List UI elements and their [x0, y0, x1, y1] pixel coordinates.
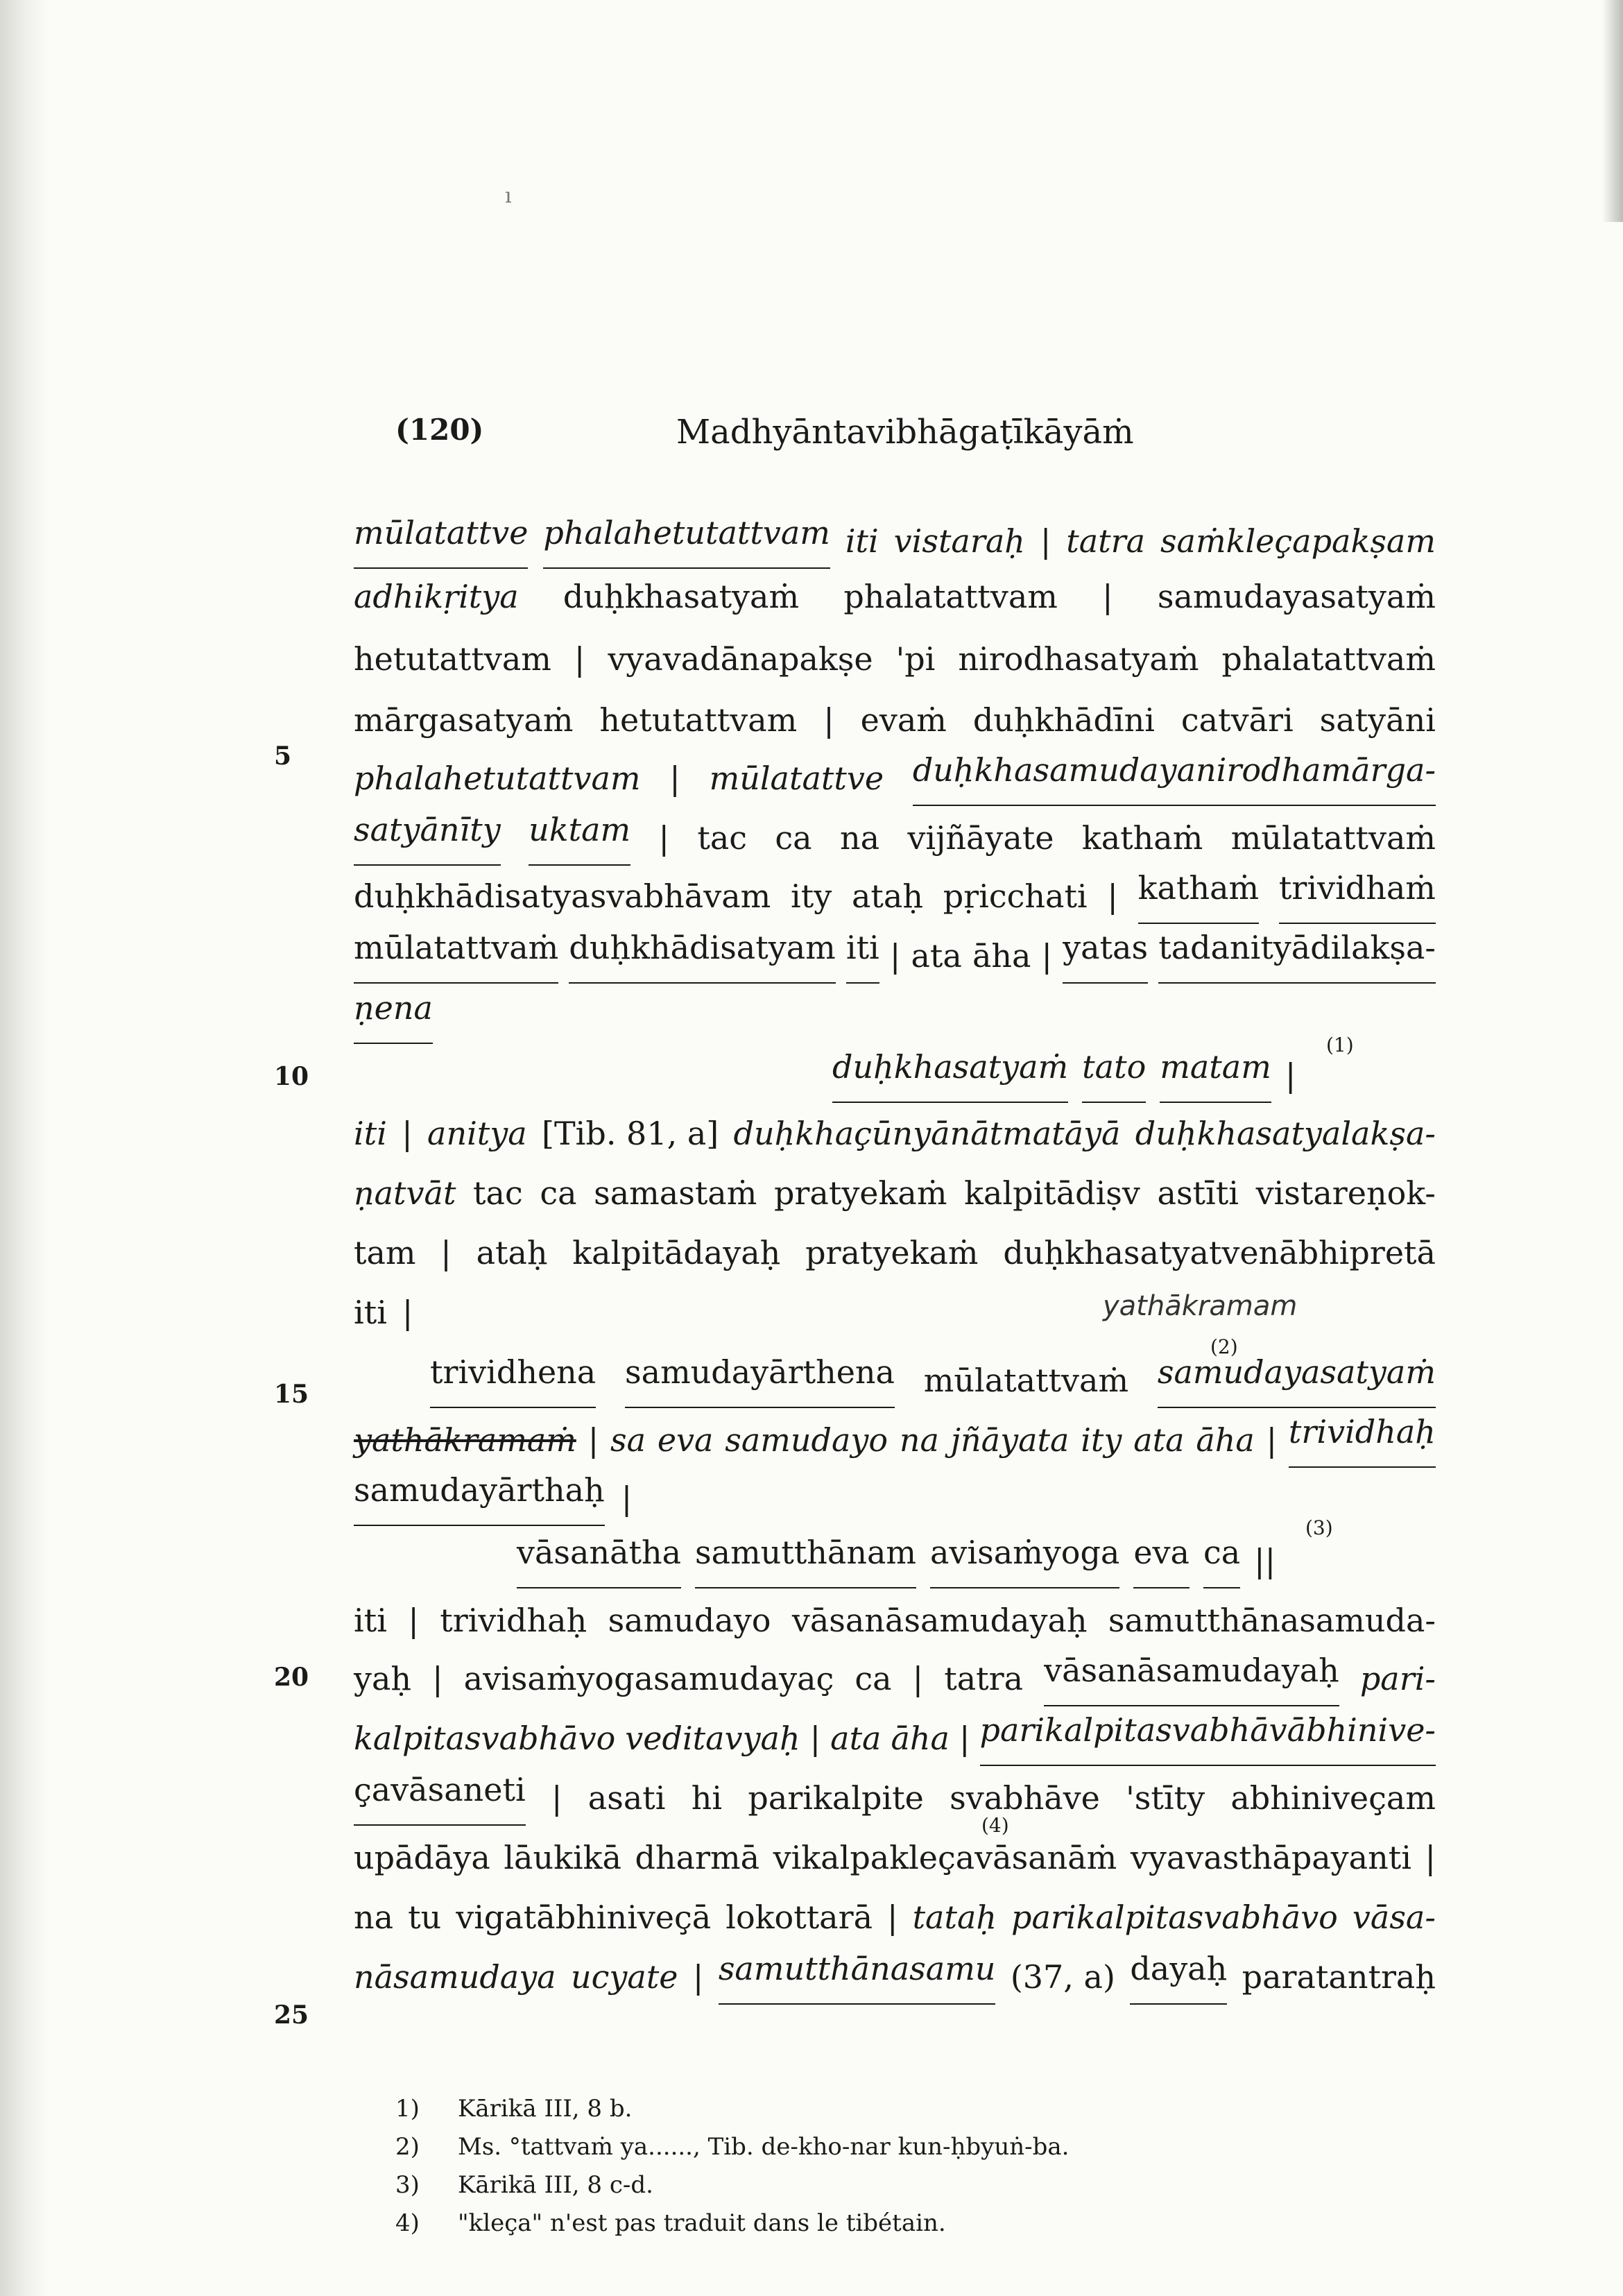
word: asati — [587, 1779, 666, 1817]
footnote-text: Kārikā III, 8 b. — [458, 2095, 633, 2123]
danda: | — [440, 1234, 452, 1271]
scan-speck: ı — [505, 184, 512, 208]
word: ataḥ — [476, 1234, 548, 1271]
word: samudayasatyaṁ — [1157, 578, 1436, 615]
word: eva — [1133, 1533, 1190, 1588]
word: pratyekaṁ — [773, 1174, 947, 1212]
danda: | — [1425, 1839, 1436, 1876]
word: samudayo — [608, 1602, 771, 1639]
word: paratantraḥ — [1242, 1958, 1436, 1996]
word: avisaṁyogasamudayaç — [463, 1660, 834, 1697]
word: ucyate — [571, 1958, 678, 1996]
text-line — [354, 1593, 1436, 1648]
word: ata — [1133, 1421, 1185, 1459]
word: vāsanātha — [517, 1533, 681, 1588]
footnote-1 — [395, 2091, 1297, 2126]
word: catvāri — [1180, 701, 1294, 739]
word: duḥkhasatyaṁ — [563, 578, 800, 615]
word: mūlatattvaṁ — [354, 928, 558, 984]
text-line — [354, 569, 1436, 624]
text-line — [354, 1225, 1436, 1280]
scan-edge-right — [1602, 0, 1623, 222]
footnote-text: Ms. °tattvaṁ ya......, Tib. de-kho-nar kun-ḥbyuṅ-ba. — [458, 2133, 1070, 2161]
word: vāsanāsamudayaḥ — [1044, 1651, 1339, 1706]
footnote-number: 4) — [395, 2209, 420, 2237]
line-number-10: 10 — [274, 1062, 309, 1091]
word: ca — [855, 1660, 892, 1697]
text-line — [354, 513, 1436, 569]
word: tadanityādilakṣa- — [1158, 928, 1436, 984]
footnote-2 — [395, 2130, 1297, 2164]
word: matam — [1160, 1047, 1271, 1103]
text-line — [354, 631, 1436, 687]
text-line — [354, 1830, 1436, 1885]
word: parikalpitasvabhāvābhinive- — [980, 1711, 1436, 1766]
word: saṁkleçapakṣam — [1160, 522, 1436, 560]
danda: | — [809, 1720, 821, 1757]
word: āha — [1196, 1421, 1255, 1459]
word: satyānīty — [354, 810, 501, 866]
word: tato — [1082, 1047, 1146, 1103]
word: tac — [473, 1174, 523, 1212]
word: duḥkhasatyaṁ — [832, 1047, 1068, 1103]
footnote-number: 3) — [395, 2171, 420, 2199]
word: ataḥ — [851, 877, 923, 915]
word: iti — [354, 1294, 387, 1331]
word: phalatattvaṁ — [1221, 640, 1436, 678]
word: parikalpite — [748, 1779, 924, 1817]
word: tu — [408, 1899, 442, 1936]
word: hetutattvam — [354, 640, 551, 678]
scan-edge-left — [0, 0, 49, 2296]
word: duḥkhasatyalakṣa- — [1135, 1115, 1436, 1152]
footnote-mark-1: (1) — [1326, 1034, 1354, 1056]
footnote-mark-4: (4) — [981, 1814, 1009, 1837]
word: samudayārthaḥ — [354, 1471, 605, 1526]
line-number-20: 20 — [274, 1663, 309, 1692]
handwritten-note: yathākramam — [1103, 1290, 1298, 1322]
danda: | — [574, 640, 585, 678]
danda: | — [669, 760, 680, 797]
text-line — [354, 928, 1436, 984]
word: phalatattvam — [843, 578, 1058, 615]
word: avisaṁyoga — [930, 1533, 1119, 1588]
text-line — [354, 810, 1436, 866]
word: duḥkhādisatyasvabhāvam — [354, 877, 771, 915]
word: mūlatattve — [354, 513, 528, 569]
text-line — [354, 1770, 1436, 1826]
word: çavāsaneti — [354, 1770, 526, 1826]
word: ity — [791, 877, 832, 915]
word: kalpitādiṣv — [964, 1174, 1140, 1212]
word: trividhaḥ — [1289, 1412, 1436, 1468]
word: abhiniveçam — [1230, 1779, 1436, 1817]
word: iti — [846, 928, 879, 984]
text-line — [354, 1711, 1436, 1766]
word: duḥkhādīni — [972, 701, 1155, 739]
word: uktam — [529, 810, 630, 866]
word: kathaṁ — [1138, 868, 1259, 924]
danda: | — [621, 1480, 633, 1517]
word: ca — [540, 1174, 577, 1212]
word: astīti — [1157, 1174, 1239, 1212]
text-line — [354, 1890, 1436, 1945]
word: phalahetutattvam — [543, 513, 830, 569]
danda: | — [823, 701, 834, 739]
word: vāsa- — [1352, 1899, 1436, 1936]
page-number: (120) — [395, 413, 484, 447]
word: samutthānasamu — [719, 1949, 996, 2005]
footnote-mark-3: (3) — [1305, 1516, 1333, 1539]
word: tatra — [944, 1660, 1024, 1697]
word: samastaṁ — [594, 1174, 757, 1212]
text-line — [354, 868, 1436, 924]
double-danda: || — [1254, 1542, 1276, 1579]
text-line — [354, 988, 1436, 1044]
word: kalpitādayaḥ — [572, 1234, 781, 1271]
word: nirodhasatyaṁ — [958, 640, 1199, 678]
word: 'stīty — [1126, 1779, 1205, 1817]
word: hetutattvam — [599, 701, 798, 739]
word: iti — [354, 1115, 387, 1152]
text-line — [354, 1471, 1436, 1526]
word: vistareṇok- — [1255, 1174, 1436, 1212]
footnote-3 — [395, 2168, 1297, 2202]
word: samudayasatyaṁ — [1158, 1353, 1436, 1408]
verse-line — [517, 1533, 1314, 1588]
word: lokottarā — [725, 1899, 873, 1936]
word: duḥkhasamudayanirodhamārga- — [913, 751, 1436, 806]
word: parikalpitasvabhāvo — [1011, 1899, 1338, 1936]
word: trividhena — [430, 1353, 596, 1408]
word: mūlatattvaṁ — [923, 1362, 1129, 1399]
word: evaṁ — [860, 701, 947, 739]
text-line — [430, 1353, 1436, 1408]
word: vyavadānapakṣe — [608, 640, 873, 678]
text-line — [354, 1651, 1436, 1706]
word: dharmā — [635, 1839, 760, 1876]
word: yatas — [1063, 928, 1148, 984]
word: phalahetutattvam — [354, 760, 641, 797]
word: ca — [1203, 1533, 1240, 1588]
page-header — [395, 413, 1436, 468]
word: veditavyaḥ — [625, 1720, 800, 1757]
word: ṇena — [354, 988, 433, 1044]
text-line — [354, 692, 1436, 748]
danda: | — [959, 1720, 970, 1757]
word: vijñāyate — [907, 819, 1054, 857]
word: ata — [830, 1720, 882, 1757]
word: pratyekaṁ — [805, 1234, 979, 1271]
text-line — [354, 1106, 1436, 1161]
word: samudayārthena — [625, 1353, 895, 1408]
danda: | — [1266, 1421, 1278, 1459]
word: hi — [691, 1779, 723, 1817]
danda: | — [1041, 937, 1053, 975]
danda: | — [658, 819, 669, 857]
struck-word: yathākramaṁ — [354, 1421, 576, 1459]
word: ṇatvāt — [354, 1174, 456, 1212]
word: samutthānasamuda- — [1108, 1602, 1436, 1639]
word: vigatābhiniveçā — [456, 1899, 712, 1936]
word: duḥkhaçūnyānātmatāyā — [733, 1115, 1121, 1152]
word: trividhaḥ — [440, 1602, 587, 1639]
word: [Tib. 81, a] — [542, 1115, 719, 1152]
danda: | — [889, 937, 901, 975]
text-line — [354, 1412, 1436, 1468]
word: samutthānam — [695, 1533, 916, 1588]
word: na — [354, 1899, 394, 1936]
word: svabhāve — [950, 1779, 1100, 1817]
text-line — [354, 751, 1436, 806]
footnote-text: "kleça" n'est pas traduit dans le tibétain. — [458, 2209, 946, 2237]
footnote-text: Kārikā III, 8 c-d. — [458, 2171, 653, 2199]
danda: | — [408, 1602, 419, 1639]
danda: | — [1285, 1056, 1296, 1094]
running-title: Madhyāntavibhāgaṭīkāyāṁ — [676, 413, 1134, 452]
word: pṛicchati — [943, 877, 1088, 915]
line-number-25: 25 — [274, 2001, 309, 2030]
danda: | — [1107, 877, 1118, 915]
word: trividhaṁ — [1279, 868, 1436, 924]
word: duḥkhasatyatvenābhipretā — [1003, 1234, 1436, 1271]
word: vistaraḥ — [893, 522, 1025, 560]
word: eva — [657, 1421, 714, 1459]
word: samudayo — [725, 1421, 888, 1459]
danda: | — [1040, 522, 1051, 560]
verse-line — [832, 1047, 1318, 1103]
word: na — [839, 819, 880, 857]
word: lāukikā — [504, 1839, 621, 1876]
word: ity — [1081, 1421, 1122, 1459]
danda: | — [402, 1294, 413, 1331]
line-number-5: 5 — [274, 742, 292, 771]
word: vyavasthāpayanti — [1130, 1839, 1411, 1876]
word: nāsamudaya — [354, 1958, 556, 1996]
word: adhikṛitya — [354, 578, 519, 615]
line-number-15: 15 — [274, 1380, 309, 1409]
word: ata — [911, 937, 962, 975]
word: iti — [845, 522, 879, 560]
word: tam — [354, 1234, 416, 1271]
text-line — [354, 1949, 1436, 2005]
word: tataḥ — [912, 1899, 997, 1936]
word: sa — [610, 1421, 646, 1459]
word: pari- — [1359, 1660, 1436, 1697]
word: vikalpakleçavāsanāṁ — [773, 1839, 1117, 1876]
danda: | — [587, 1421, 599, 1459]
word: yaḥ — [354, 1660, 412, 1697]
footnote-4 — [395, 2206, 1297, 2241]
word: na — [899, 1421, 939, 1459]
danda: | — [912, 1660, 924, 1697]
word: āha — [891, 1720, 950, 1757]
word: mūlatattve — [709, 760, 884, 797]
word: ca — [775, 819, 812, 857]
danda: | — [692, 1958, 704, 1996]
word: jñāyata — [950, 1421, 1070, 1459]
word: kalpitasvabhāvo — [354, 1720, 616, 1757]
word: 'pi — [895, 640, 936, 678]
text-line — [354, 1165, 1436, 1221]
danda: | — [551, 1779, 563, 1817]
word: iti — [354, 1602, 387, 1639]
word: kathaṁ — [1081, 819, 1203, 857]
word: tatra — [1066, 522, 1146, 560]
footnote-number: 1) — [395, 2095, 420, 2123]
word: satyāni — [1319, 701, 1436, 739]
word: vāsanāsamudayaḥ — [791, 1602, 1088, 1639]
word: upādāya — [354, 1839, 490, 1876]
footnote-number: 2) — [395, 2133, 420, 2161]
word: āha — [972, 937, 1031, 975]
word: anitya — [427, 1115, 527, 1152]
word: mārgasatyaṁ — [354, 701, 574, 739]
danda: | — [887, 1899, 898, 1936]
danda: | — [402, 1115, 413, 1152]
word: duḥkhādisatyam — [569, 928, 835, 984]
word: tac — [697, 819, 748, 857]
word: dayaḥ — [1130, 1949, 1227, 2005]
folio-ref: (37, a) — [1010, 1958, 1115, 1996]
footnote-mark-2: (2) — [1210, 1335, 1238, 1358]
word: mūlatattvaṁ — [1230, 819, 1436, 857]
danda: | — [1102, 578, 1113, 615]
danda: | — [432, 1660, 443, 1697]
